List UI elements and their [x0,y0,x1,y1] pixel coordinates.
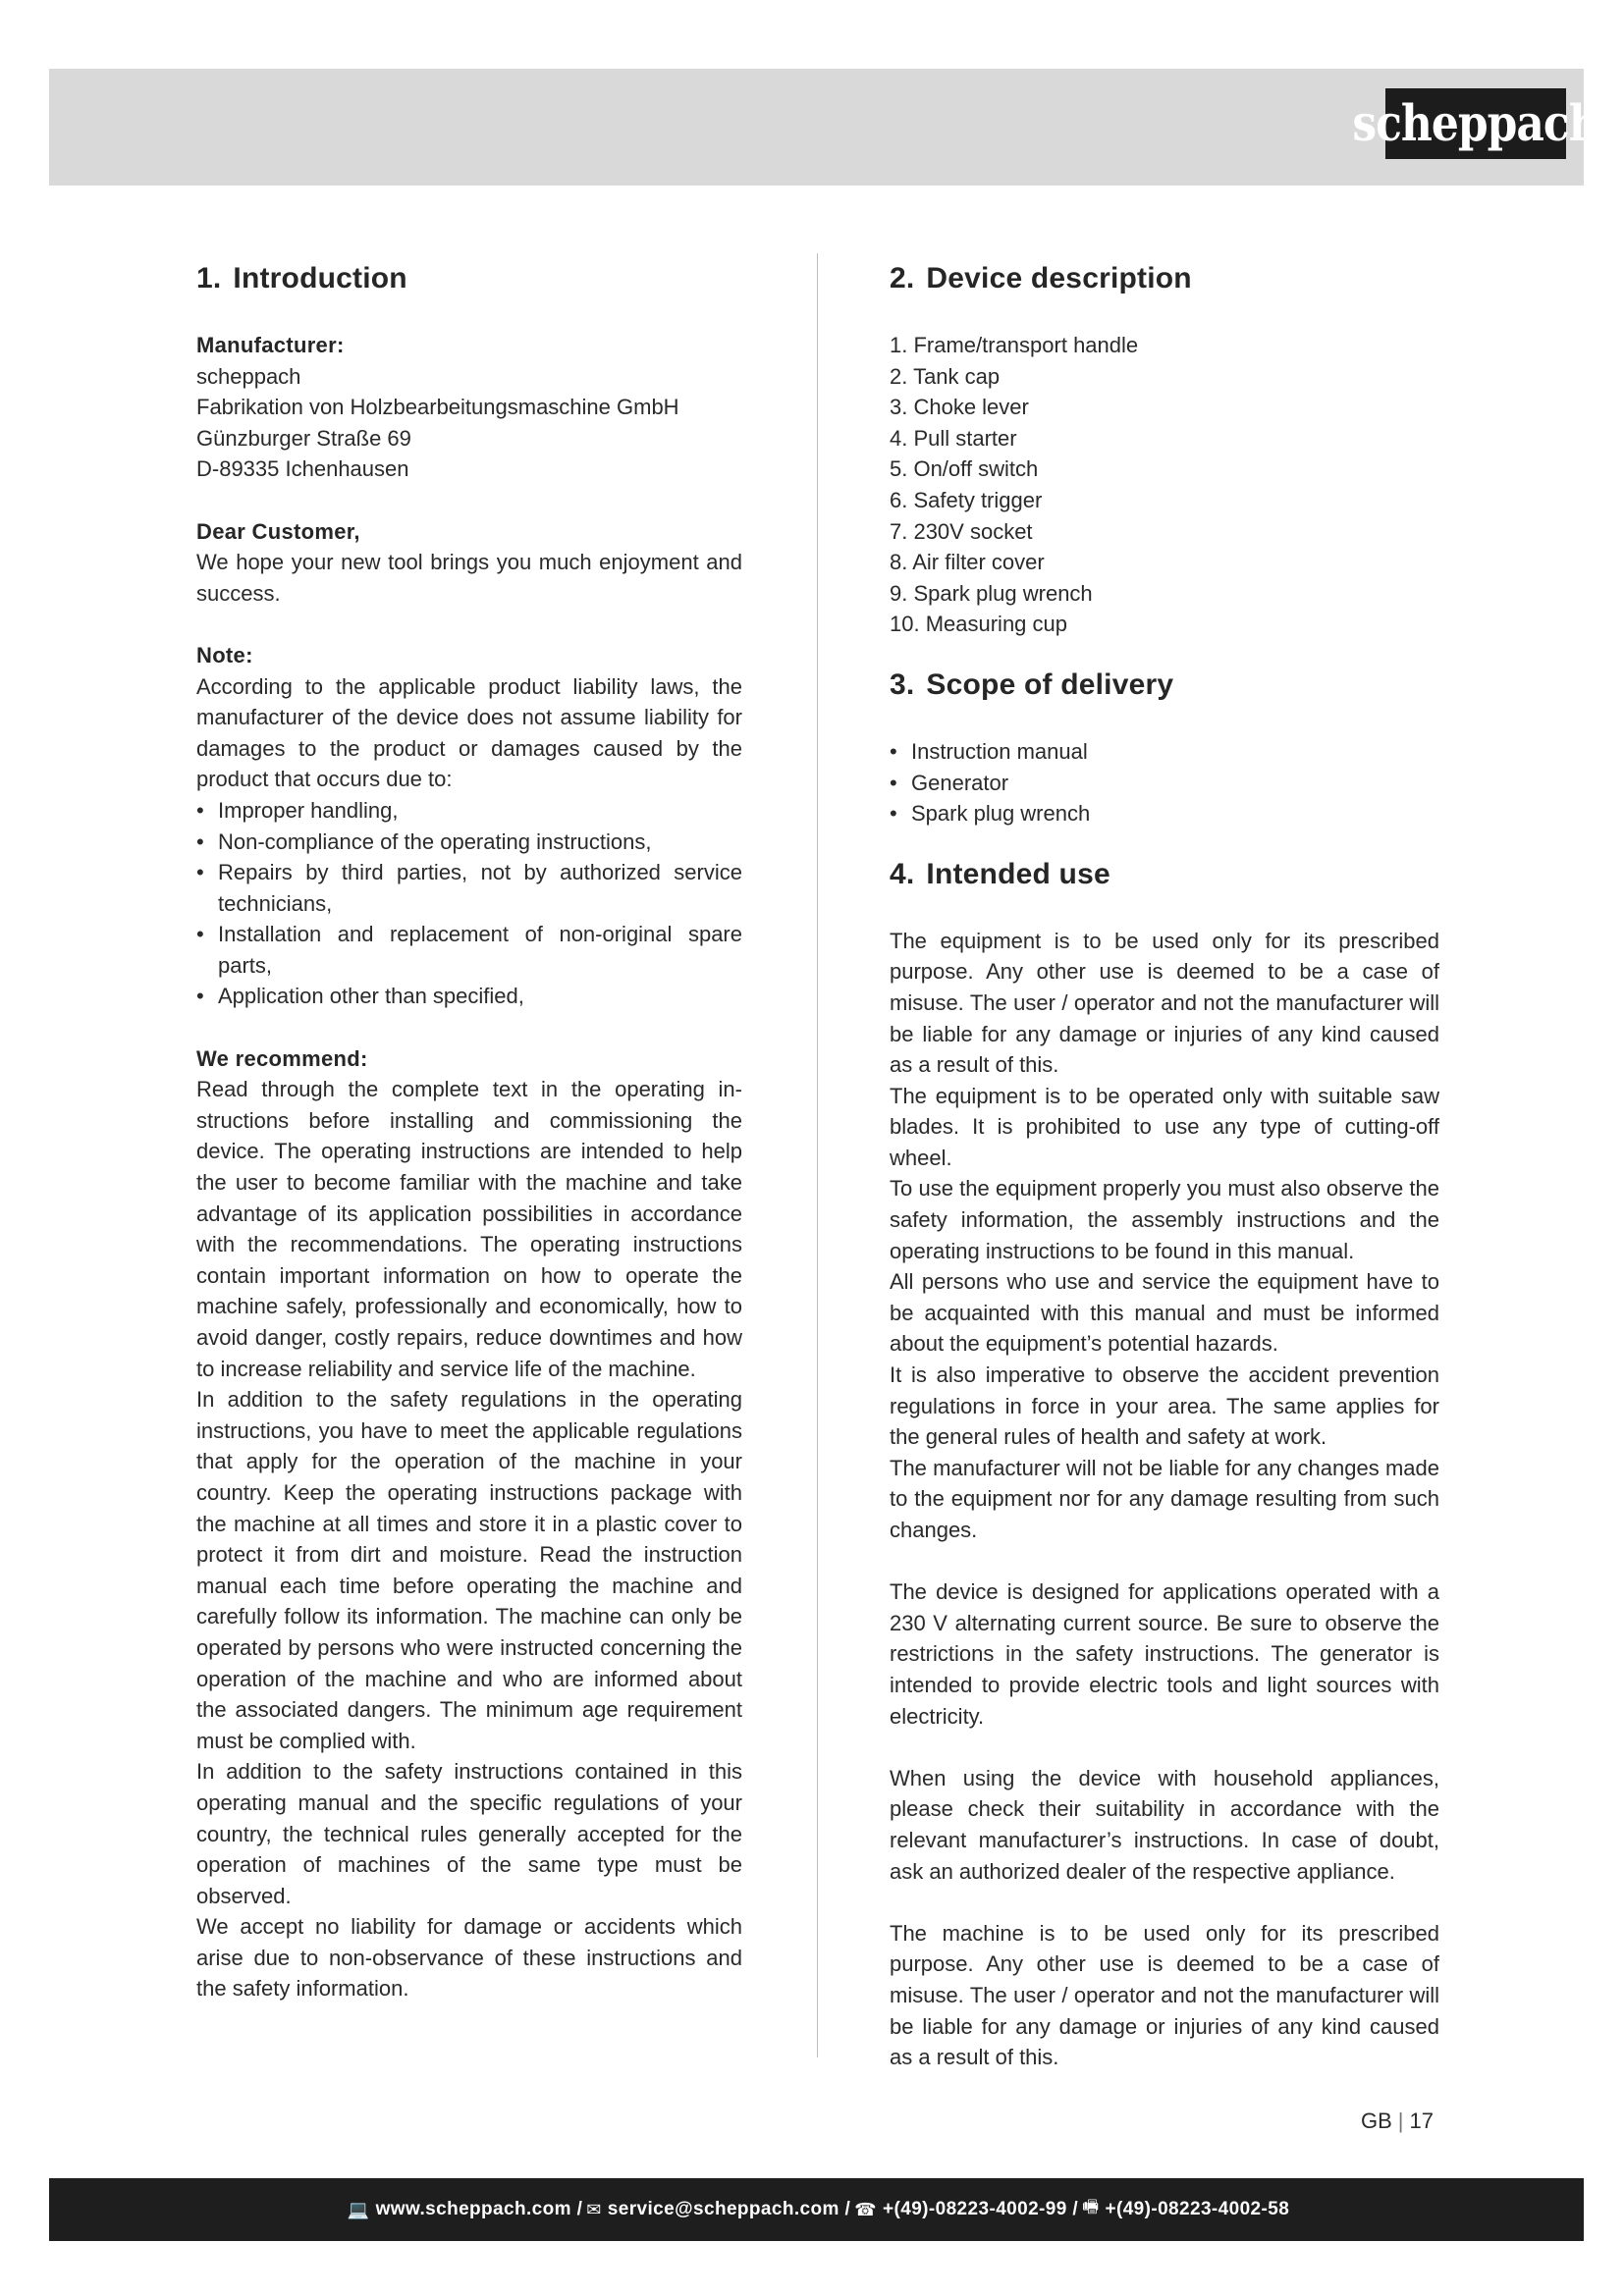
right-column [890,253,1439,2073]
fax-number: +(49)-08223-4002-58 [1105,2199,1290,2219]
list-item: • Generator [890,768,1439,799]
list-item: • Installation and replacement of non-original spare parts, [196,919,742,981]
address-line: D-89335 Ichenhausen [196,456,409,482]
list-item: 9. Spark plug wrench [890,580,1093,606]
manufacturer-label: Manufacturer: [196,333,345,357]
address-line: Günzburger Straße 69 [196,425,411,451]
intended-use-paragraph: The equipment is to be used only for its prescribed purpose. Any other use is deemed to be a case of misuse. The user / operator and not the manufacturer will be liable for any damage or injuries of any kind caused as a result of this. [890,928,1439,1078]
intended-use-paragraph: The device is designed for applications operated with a 230 V alternating current source. Be sure to observe the restrictions in the safety instructions. The generator is intended to provide electric tools and light sources with electricity. [890,1579,1439,1729]
list-item: • Instruction manual [890,736,1439,768]
intended-use-paragraph: The equipment is to be operated only with suitable saw blades. It is prohibited to use any type of cutting-off wheel. [890,1083,1439,1170]
list-item: • Repairs by third parties, not by authorized service technicians, [196,857,742,919]
note-text: According to the applicable product liability laws, the manufacturer of the device does not assume liability for damages to the product or damages caused by the product that occurs due to: [196,673,742,792]
device-parts-list [890,330,1439,640]
list-item: 4. Pull starter [890,425,1017,451]
list-item: 10. Measuring cup [890,612,1067,637]
list-item: 8. Air filter cover [890,550,1045,575]
dear-customer-text: We hope your new tool brings you much enjoyment and success. [196,550,742,606]
scheppach-logo: scheppach [1385,88,1566,159]
recommend-paragraph: Read through the complete text in the operating instructions before installing and commissioning the device. The operating instructions are intended to help the user to become familiar with the machine and take advantage of its application possibilities in accordance with the recommendations. The operating instructions contain important information on how to operate the machine safely, professionally and economically, how to avoid danger, costly repairs, reduce downtimes and how to increase reliability and service life of the machine. [196,1077,742,1381]
dear-customer-label: Dear Customer, [196,518,360,544]
list-item: • Improper handling, [196,795,742,827]
computer-icon: 💻 [347,2199,370,2219]
fax-icon: 🖷 [1082,2197,1100,2216]
list-item: 3. Choke lever [890,395,1029,420]
intended-use-paragraph: It is also imperative to observe the accident prevention regulations in force in your area. The same applies for the general rules of health and safety at work. [890,1362,1439,1450]
scope-of-delivery-heading: 3. Scope of delivery [890,667,1174,701]
note-bullet-list [196,795,742,1012]
list-item: • Non-compliance of the operating instructions, [196,827,742,858]
intended-use-paragraph: All persons who use and service the equipment have to be acquainted with this manual and must be informed about the equipment’s potential hazards. [890,1269,1439,1357]
introduction-heading: 1. Introduction [196,262,407,294]
intended-use-paragraph: When using the device with household appliances, please check their suitability in accordance with the relevant manufacturer’s instructions. In case of doubt, ask an authorized dealer of the respective appliance. [890,1765,1439,1884]
list-item: 1. Frame/transport handle [890,333,1139,357]
column-divider [817,253,818,2057]
recommend-paragraph: In addition to the safety regulations in the operating instructions, you have to meet the applicable regulations that apply for the operation of the machine in your country. Keep the operating instructions package with the machine at all times and store it in a plastic cover to protect it from dirt and moisture. Read the instruction manual each time before operating the machine and carefully follow its information. The machine can only be operated by persons who were instructed concerning the operation of the machine and who are informed about the associated dangers. The minimum age requirement must be complied with. [196,1387,742,1753]
device-description-heading: 2. Device description [890,262,1192,294]
page-number: GB | 17 [1361,2109,1434,2133]
intended-use-paragraph: The manufacturer will not be liable for any changes made to the equipment nor for any damage resulting from such changes. [890,1455,1439,1542]
list-item: 5. On/off switch [890,456,1039,482]
footer-contact-bar [49,2178,1584,2241]
recommend-paragraph: In addition to the safety instructions contained in this operating manual and the specific regulations of your country, the technical rules generally accepted for the operation of machines of the same type must be observed. [196,1759,742,1908]
list-item: • Application other than specified, [196,981,742,1012]
list-item: 2. Tank cap [890,363,1001,389]
intended-use-paragraph: To use the equipment properly you must also observe the safety information, the assembly instructions and the operating instructions to be found in this manual. [890,1176,1439,1263]
recommend-paragraph: We accept no liability for damage or accidents which arise due to non-observance of these instructions and the safety information. [196,1914,742,2002]
note-label: Note: [196,642,253,667]
website-link[interactable]: www.scheppach.com / [375,2199,583,2219]
intended-use-paragraph: The machine is to be used only for its prescribed purpose. Any other use is deemed to be a case of misuse. The user / operator and not the manufacturer will be liable for any damage or injuries of any kind caused as a result of this. [890,1920,1439,2070]
intended-use-heading: 4. Intended use [890,857,1110,890]
address-line: scheppach [196,363,301,389]
list-item: • Spark plug wrench [890,798,1439,829]
email-icon: ✉ [586,2199,602,2219]
list-item: 6. Safety trigger [890,487,1043,512]
scope-list [890,736,1439,829]
address-line: Fabrikation von Holzbearbeitungsmaschine GmbH [196,395,679,420]
list-item: 7. 230V socket [890,518,1033,544]
phone-number: +(49)-08223-4002-99 / [883,2199,1079,2219]
recommend-label: We recommend: [196,1045,368,1071]
left-column [196,253,742,2004]
header-band [49,69,1599,186]
phone-icon: ☎ [854,2199,878,2219]
email-link[interactable]: service@scheppach.com / [607,2199,851,2219]
